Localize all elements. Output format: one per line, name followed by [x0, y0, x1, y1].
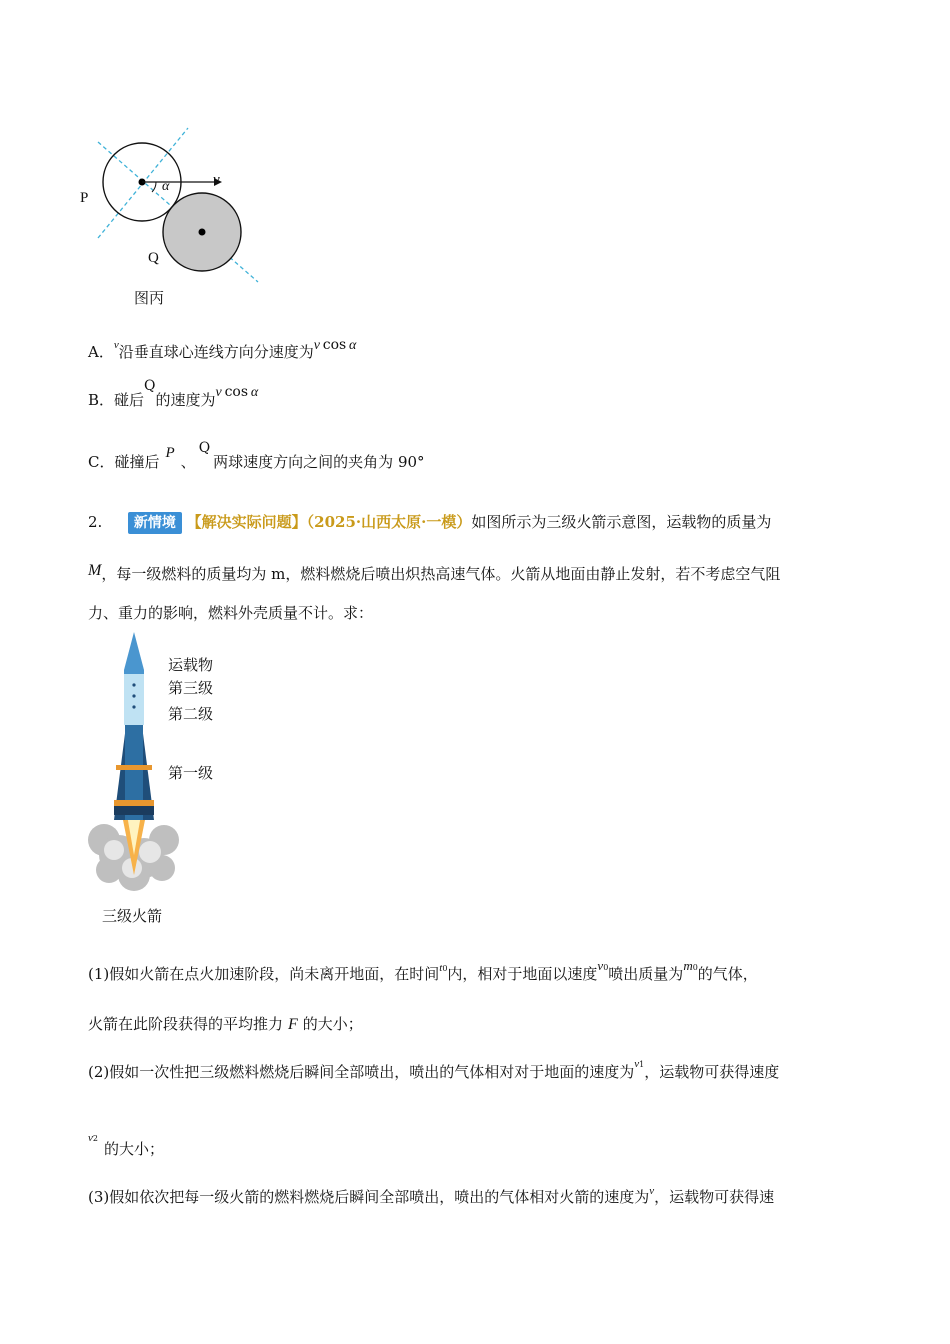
sub2-line2-text: 的大小；: [104, 1140, 165, 1158]
sub3-text1: (3)假如依次把每一级火箭的燃料燃烧后瞬间全部喷出，喷出的气体相对火箭的速度为: [88, 1188, 650, 1206]
subquestion-2-line2: [104, 1139, 164, 1159]
question-2-text1: 如图所示为三级火箭示意图，运载物的质量为: [471, 513, 772, 531]
mass-M: M: [88, 562, 102, 579]
v2-symbol: v2: [88, 1132, 98, 1144]
subquestion-2-line1: [88, 1058, 780, 1085]
label-P: P: [80, 190, 89, 206]
option-A-prefix: A．: [88, 343, 114, 361]
sub1-line2-text1: 火箭在此阶段获得的平均推力: [88, 1015, 284, 1033]
label-Q: Q: [148, 250, 159, 266]
v0-symbol: v0: [597, 958, 609, 973]
collision-diagram: [80, 120, 280, 290]
question-2-line3: [88, 603, 373, 623]
figure-caption: 图丙: [134, 289, 165, 307]
subquestion-1-line2: [88, 1014, 363, 1035]
option-C-text2: 两球速度方向之间的夹角为 90°: [213, 453, 425, 471]
option-B: [88, 378, 259, 412]
t0-symbol: t0: [439, 962, 448, 974]
option-A-text: 沿垂直球心连线方向分速度为: [118, 343, 314, 361]
rocket-caption: 三级火箭: [102, 907, 163, 925]
new-context-badge: 新情境: [128, 512, 182, 534]
sub1-line2-text2: 的大小；: [302, 1015, 363, 1033]
label-payload: 运载物: [168, 656, 214, 674]
option-C-sep: 、: [180, 453, 196, 471]
label-stage1: 第一级: [168, 764, 214, 782]
question-2-text3: 力、重力的影响，燃料外壳质量不计。求：: [88, 604, 374, 622]
ball-Q-center: [199, 229, 206, 236]
option-B-text2: 的速度为: [155, 391, 216, 409]
option-C-P: P: [165, 445, 175, 461]
question-2-line2: [88, 564, 780, 585]
option-A: [88, 337, 357, 364]
option-A-v: v: [113, 339, 119, 351]
sub1-text3: 喷出质量为: [608, 965, 684, 983]
subquestion-3-line1: [88, 1187, 774, 1209]
sub2-text1: (2)假如一次性把三级燃料燃烧后瞬间全部喷出，喷出的气体相对对于地面的速度为: [88, 1063, 635, 1081]
question-2-text2: ，每一级燃料的质量均为 m，燃料燃烧后喷出炽热高速气体。火箭从地面由静止发射，若不考虑空气阻: [101, 565, 781, 583]
option-B-expr: v cos α: [215, 384, 259, 400]
v1-symbol: v1: [634, 1058, 645, 1070]
m0-symbol: m0: [683, 958, 698, 973]
option-C-Q: Q: [198, 440, 211, 456]
question-source: （2025·山西太原·一模）: [306, 513, 472, 531]
label-stage3: 第三级: [168, 679, 214, 697]
label-stage2: 第二级: [168, 705, 214, 723]
question-number: 2.: [88, 513, 103, 531]
sub1-text4: 的气体，: [697, 965, 758, 983]
v-symbol: v: [649, 1185, 655, 1197]
rocket-nose: [124, 632, 144, 670]
option-B-Q: Q: [144, 378, 156, 394]
option-B-prefix: B．: [88, 391, 115, 409]
subquestion-1-line1: [88, 958, 758, 987]
sub2-text2: ，运载物可获得速度: [644, 1063, 780, 1081]
force-F: F: [288, 1016, 298, 1033]
sub3-text2: ，运载物可获得速: [654, 1188, 775, 1206]
option-C-text1: 碰撞后: [114, 453, 160, 471]
option-A-expr: v cos α: [313, 337, 357, 353]
sub1-text1: (1)假如火箭在点火加速阶段，尚未离开地面，在时间: [88, 965, 440, 983]
sub1-text2: 内，相对于地面以速度: [447, 965, 598, 983]
question-tag: 【解决实际问题】: [186, 513, 307, 531]
option-C: [88, 440, 425, 473]
label-alpha: α: [162, 179, 170, 194]
label-v: v: [213, 172, 220, 188]
option-B-text1: 碰后: [114, 391, 145, 409]
question-2-line1: [88, 512, 771, 534]
option-C-prefix: C．: [88, 453, 115, 471]
